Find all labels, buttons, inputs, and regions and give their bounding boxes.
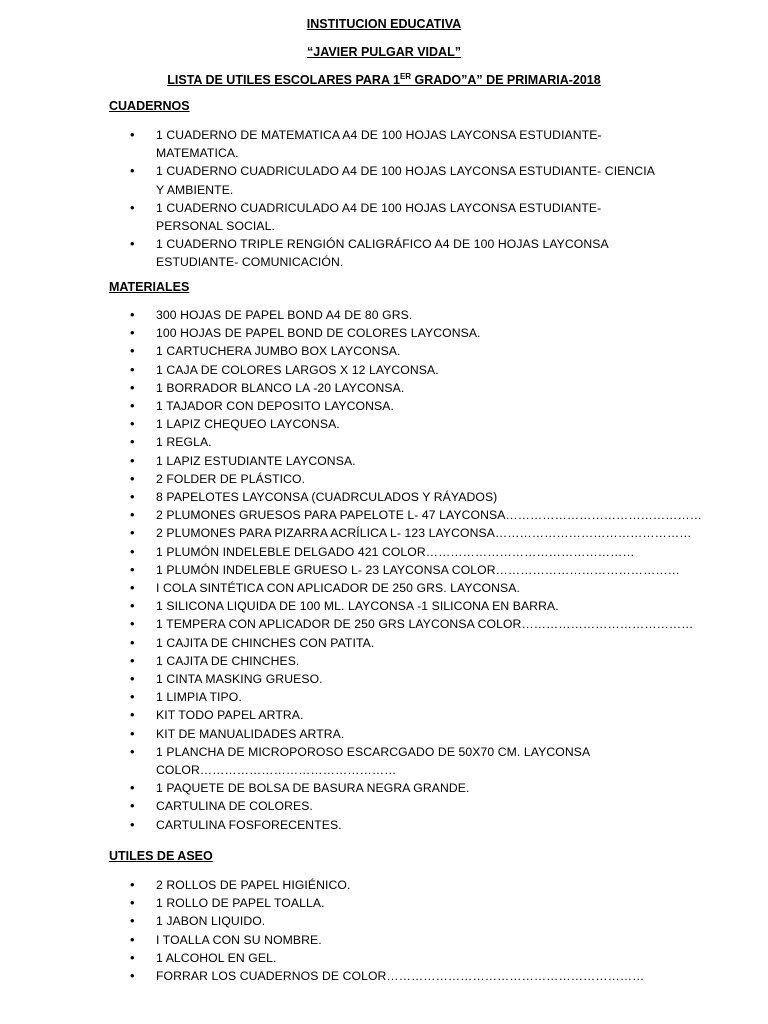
list-item-text: 8 PAPELOTES LAYCONSA (CUADRCULADOS Y RÁYADOS)	[156, 490, 498, 505]
list-item-text: 1 PLUMÓN INDELEBLE DELGADO 421 COLOR……………………………………………	[156, 544, 635, 559]
bullet-icon: •	[130, 895, 135, 911]
list-item	[0, 488, 768, 506]
list-item	[0, 670, 768, 688]
materiales-list	[0, 306, 768, 834]
list-item-text: 1 LIMPIA TIPO.	[156, 690, 242, 705]
bullet-icon: •	[130, 543, 135, 559]
bullet-icon: •	[130, 416, 135, 432]
list-item-text: 1 TEMPERA CON APLICADOR DE 250 GRS LAYCONSA COLOR……………………………………	[156, 617, 694, 632]
list-item-text: 1 CINTA MASKING GRUESO.	[156, 672, 323, 687]
list-item	[0, 561, 768, 579]
bullet-icon: •	[130, 580, 135, 596]
list-item-text: 1 CAJA DE COLORES LARGOS X 12 LAYCONSA.	[156, 362, 439, 377]
list-item-text: KIT TODO PAPEL ARTRA.	[156, 708, 304, 723]
school-name-heading: “JAVIER PULGAR VIDAL”	[307, 45, 461, 59]
list-item-text: I TOALLA CON SU NOMBRE.	[156, 932, 322, 947]
list-item-text: 1 LAPIZ ESTUDIANTE LAYCONSA.	[156, 453, 356, 468]
list-item-text: 1 SILICONA LIQUIDA DE 100 ML. LAYCONSA -1 SILICONA EN BARRA.	[156, 599, 559, 614]
bullet-icon: •	[130, 743, 135, 759]
bullet-icon: •	[130, 379, 135, 395]
bullet-icon: •	[130, 634, 135, 650]
list-item-text: 2 FOLDER DE PLÁSTICO.	[156, 471, 306, 486]
list-item	[0, 379, 768, 397]
list-item	[0, 579, 768, 597]
list-item	[0, 397, 768, 415]
list-item-text: 1 BORRADOR BLANCO LA -20 LAYCONSA.	[156, 380, 405, 395]
bullet-icon: •	[130, 652, 135, 668]
list-item	[0, 816, 768, 834]
list-item-text: 1 JABON LIQUIDO.	[156, 914, 266, 929]
list-item-text: 1 ROLLO DE PAPEL TOALLA.	[156, 896, 325, 911]
list-item-text: 1 CAJITA DE CHINCHES CON PATITA.	[156, 635, 375, 650]
list-item-text: FORRAR LOS CUADERNOS DE COLOR………………………………………………………	[156, 969, 645, 984]
list-item	[0, 912, 768, 930]
list-item-text: 2 PLUMONES PARA PIZARRA ACRÍLICA L- 123 LAYCONSA…………………………………………	[156, 526, 692, 541]
bullet-icon: •	[130, 798, 135, 814]
list-item-text: 1 PAQUETE DE BOLSA DE BASURA NEGRA GRANDE.	[156, 781, 470, 796]
bullet-icon: •	[130, 307, 135, 322]
list-item	[0, 779, 768, 797]
bullet-icon: •	[130, 877, 135, 892]
section-title-materiales: MATERIALES	[109, 280, 190, 294]
list-item	[0, 235, 768, 271]
list-item-text: 1 CUADERNO CUADRICULADO A4 DE 100 HOJAS LAYCONSA ESTUDIANTE- PERSONAL SOCIAL.	[156, 200, 602, 234]
bullet-icon: •	[130, 361, 135, 377]
list-item	[0, 967, 768, 985]
bullet-icon: •	[130, 489, 135, 505]
list-item-text: 1 REGLA.	[156, 435, 212, 450]
cuadernos-list	[0, 126, 768, 272]
list-item	[0, 524, 768, 542]
list-item-text: I COLA SINTÉTICA CON APLICADOR DE 250 GRS. LAYCONSA.	[156, 581, 520, 596]
bullet-icon: •	[130, 816, 135, 832]
bullet-icon: •	[130, 968, 135, 984]
bullet-icon: •	[130, 707, 135, 723]
list-item	[0, 797, 768, 815]
list-item-text: 300 HOJAS DE PAPEL BOND A4 DE 80 GRS.	[156, 308, 413, 322]
list-item	[0, 415, 768, 433]
list-title-post: GRADO”A” DE PRIMARIA-2018	[411, 73, 601, 87]
list-item	[0, 725, 768, 743]
list-item	[0, 470, 768, 488]
list-item	[0, 162, 768, 198]
list-item	[0, 894, 768, 912]
bullet-icon: •	[130, 163, 135, 179]
bullet-icon: •	[130, 725, 135, 741]
list-item-text: KIT DE MANUALIDADES ARTRA.	[156, 726, 345, 741]
list-item	[0, 634, 768, 652]
list-item-text: 1 LAPIZ CHEQUEO LAYCONSA.	[156, 417, 340, 432]
bullet-icon: •	[130, 398, 135, 414]
bullet-icon: •	[130, 616, 135, 632]
bullet-icon: •	[130, 949, 135, 965]
list-item	[0, 126, 768, 162]
list-item-text: 1 CUADERNO DE MATEMATICA A4 DE 100 HOJAS LAYCONSA ESTUDIANTE-MATEMATICA.	[156, 128, 602, 161]
bullet-icon: •	[130, 199, 135, 215]
bullet-icon: •	[130, 561, 135, 577]
list-item-text: 1 CUADERNO CUADRICULADO A4 DE 100 HOJAS LAYCONSA ESTUDIANTE- CIENCIA Y AMBIENTE.	[156, 164, 655, 197]
bullet-icon: •	[130, 913, 135, 929]
bullet-icon: •	[130, 525, 135, 541]
list-item	[0, 199, 768, 235]
list-item-text: CARTULINA DE COLORES.	[156, 799, 313, 814]
list-item-text: 1 PLUMÓN INDELEBLE GRUESO L- 23 LAYCONSA COLOR………………………………………	[156, 562, 680, 577]
list-item-text: 100 HOJAS DE PAPEL BOND DE COLORES LAYCONSA.	[156, 326, 481, 341]
list-item	[0, 361, 768, 379]
list-item	[0, 876, 768, 894]
bullet-icon: •	[130, 689, 135, 705]
bullet-icon: •	[130, 931, 135, 947]
list-title-heading	[0, 73, 768, 87]
list-item	[0, 949, 768, 967]
bullet-icon: •	[130, 236, 135, 252]
list-item-text: 1 TAJADOR CON DEPOSITO LAYCONSA.	[156, 399, 394, 414]
list-title-pre: LISTA DE UTILES ESCOLARES PARA 1	[167, 73, 400, 87]
list-item-text: 1 CUADERNO TRIPLE RENGIÓN CALIGRÁFICO A4 DE 100 HOJAS LAYCONSA ESTUDIANTE- COMUNICACIÓN.	[156, 237, 609, 270]
bullet-icon: •	[130, 434, 135, 450]
aseo-list	[0, 876, 768, 985]
list-item-text: 1 ALCOHOL EN GEL.	[156, 950, 277, 965]
bullet-icon: •	[130, 127, 135, 142]
list-item	[0, 452, 768, 470]
list-item-text: 1 PLANCHA DE MICROPOROSO ESCARCGADO DE 50X70 CM. LAYCONSA COLOR…………………………………………	[156, 744, 590, 778]
institution-heading: INSTITUCION EDUCATIVA	[306, 17, 462, 31]
list-item-text: 2 ROLLOS DE PAPEL HIGIÉNICO.	[156, 878, 351, 892]
list-title-superscript: ER	[399, 72, 412, 81]
bullet-icon: •	[130, 780, 135, 796]
list-item-text: 2 PLUMONES GRUESOS PARA PAPELOTE L- 47 LAYCONSA…………………………………………	[156, 508, 703, 523]
list-item	[0, 706, 768, 724]
bullet-icon: •	[130, 598, 135, 614]
list-item-text: CARTULINA FOSFORECENTES.	[156, 817, 342, 832]
list-item	[0, 543, 768, 561]
list-item-text: 1 CARTUCHERA JUMBO BOX LAYCONSA.	[156, 344, 401, 359]
section-title-cuadernos: CUADERNOS	[109, 99, 190, 113]
bullet-icon: •	[130, 452, 135, 468]
bullet-icon: •	[130, 671, 135, 687]
list-item	[0, 597, 768, 615]
list-item	[0, 306, 768, 324]
list-item	[0, 324, 768, 342]
list-item	[0, 342, 768, 360]
list-item	[0, 652, 768, 670]
list-item	[0, 931, 768, 949]
list-item	[0, 743, 768, 779]
bullet-icon: •	[130, 507, 135, 523]
bullet-icon: •	[130, 343, 135, 359]
list-item	[0, 506, 768, 524]
section-title-aseo: UTILES DE ASEO	[109, 849, 213, 863]
list-item	[0, 688, 768, 706]
list-item-text: 1 CAJITA DE CHINCHES.	[156, 653, 300, 668]
bullet-icon: •	[130, 325, 135, 341]
list-item	[0, 433, 768, 451]
bullet-icon: •	[130, 470, 135, 486]
list-item	[0, 615, 768, 633]
